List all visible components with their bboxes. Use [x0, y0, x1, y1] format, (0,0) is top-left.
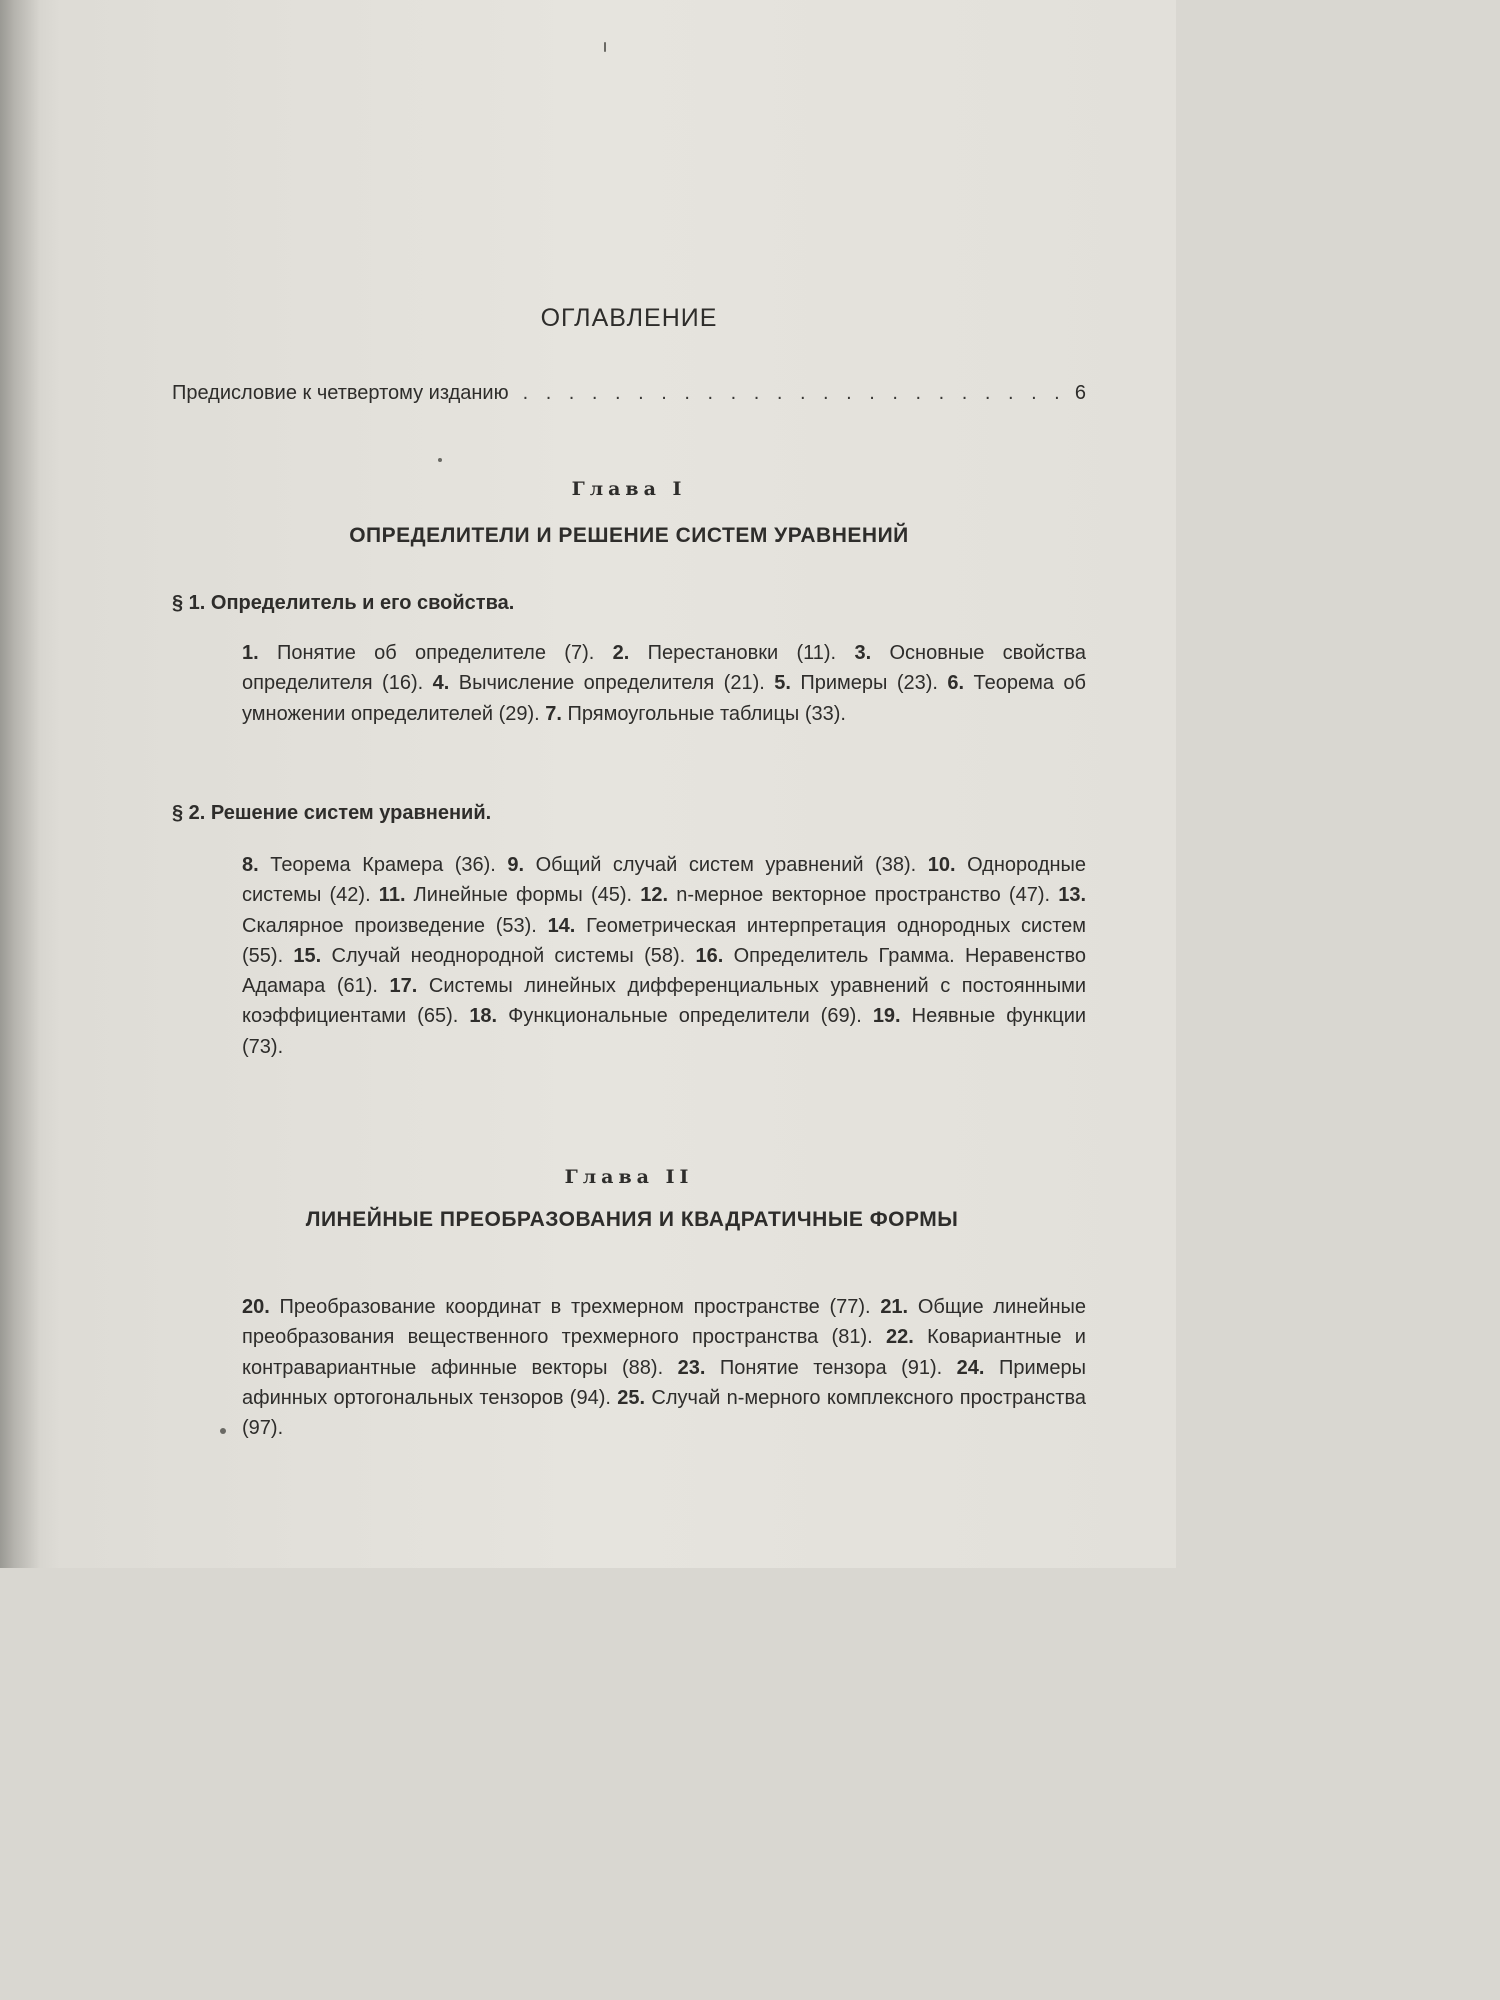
entry-number: 22. — [885, 1326, 914, 1349]
entry-number: 25. — [617, 1386, 646, 1409]
entry-text: Понятие тензора (91). — [719, 1356, 943, 1379]
entry-number: 3. — [854, 642, 872, 664]
entry-number: 24. — [956, 1356, 985, 1379]
entry-text: Примеры афинных ортогональных тензоров (94). — [242, 1356, 1086, 1409]
section-2-title: § 2. Решение систем уравнений. — [172, 802, 492, 824]
entry-text: Теорема об умножении определителей (29). — [242, 672, 1087, 725]
entry-number: 6. — [947, 672, 965, 695]
print-speck — [220, 1428, 226, 1434]
entry-number: 10. — [927, 854, 956, 876]
chapter-2-entries — [242, 1292, 1086, 1443]
entry-number: 23. — [677, 1356, 706, 1379]
entry-number: 12. — [640, 884, 669, 907]
entry-number: 14. — [547, 914, 576, 937]
entry-number: 5. — [774, 672, 791, 695]
entry-text: Перестановки (11). — [647, 642, 837, 664]
entry-text: Скалярное произведение (53). — [242, 914, 537, 937]
section-1-title: § 1. Определитель и его свойства. — [172, 592, 515, 614]
entry-text: Преобразование координат в трехмерном пространстве (77). — [279, 1296, 871, 1318]
chapter-2-label: Глава II — [564, 1166, 694, 1188]
entry-text: Системы линейных дифференциальных уравнений с постоянными коэффициентами (65). — [242, 975, 1087, 1028]
entry-text: n-мерное векторное пространство (47). — [676, 884, 1051, 907]
entry-number: 4. — [432, 672, 450, 695]
entry-text: Случай n-мерного комплексного пространства (97). — [242, 1386, 1086, 1440]
entry-text: Общий случай систем уравнений (38). — [535, 854, 917, 876]
preface-entry — [172, 382, 1086, 405]
section-1-entries — [242, 638, 1086, 729]
chapter-1-label: Глава I — [571, 478, 687, 500]
entry-text: Ковариантные и контравариантные афинные векторы (88). — [242, 1326, 1086, 1379]
entry-number: 20. — [242, 1296, 270, 1318]
entry-number: 16. — [695, 944, 724, 967]
entry-text: Неявные функции (73). — [242, 1005, 1087, 1058]
entry-text: Общие линейные преобразования вещественного трехмерного пространства (81). — [242, 1296, 1087, 1349]
print-speck — [604, 42, 606, 52]
entry-text: Линейные формы (45). — [413, 884, 633, 907]
entry-number: 15. — [293, 944, 322, 967]
print-speck — [438, 458, 442, 462]
entry-text: Функциональные определители (69). — [508, 1005, 862, 1028]
entry-number: 9. — [507, 854, 525, 876]
entry-text: Основные свойства определителя (16). — [242, 642, 1087, 695]
entry-number: 13. — [1058, 884, 1087, 907]
entry-text: Прямоугольные таблицы (33). — [567, 702, 846, 725]
preface-page: 6 — [1074, 382, 1086, 404]
entry-number: 8. — [242, 854, 259, 876]
entry-text: Вычисление определителя (21). — [458, 672, 765, 695]
chapter-1-title: ОПРЕДЕЛИТЕЛИ И РЕШЕНИЕ СИСТЕМ УРАВНЕНИЙ — [349, 524, 909, 547]
toc-title: ОГЛАВЛЕНИЕ — [540, 304, 718, 332]
entry-text: Случай неоднородной системы (58). — [331, 944, 686, 967]
entry-number: 21. — [880, 1296, 909, 1318]
entry-number: 1. — [242, 642, 259, 664]
entry-number: 18. — [469, 1005, 498, 1028]
entry-text: Примеры (23). — [800, 672, 938, 695]
entry-text: Определитель Грамма. Неравенство Адамара (61). — [242, 944, 1087, 998]
entry-number: 2. — [612, 642, 630, 664]
leader-dots — [523, 382, 1061, 405]
entry-number: 17. — [389, 975, 418, 998]
entry-number: 7. — [545, 702, 562, 725]
entry-number: 11. — [378, 884, 406, 907]
entry-text: Понятие об определителе (7). — [277, 642, 595, 664]
entry-number: 19. — [872, 1005, 901, 1028]
entry-text: Геометрическая интерпретация однородных систем (55). — [242, 914, 1087, 967]
chapter-2-title: ЛИНЕЙНЫЕ ПРЕОБРАЗОВАНИЯ И КВАДРАТИЧНЫЕ ФОРМЫ — [305, 1208, 959, 1231]
section-2-entries — [242, 850, 1086, 1062]
entry-text: Однородные системы (42). — [242, 854, 1087, 907]
preface-label: Предисловие к четвертому изданию — [172, 382, 509, 404]
entry-text: Теорема Крамера (36). — [270, 854, 496, 876]
binding-shadow — [0, 0, 40, 1568]
